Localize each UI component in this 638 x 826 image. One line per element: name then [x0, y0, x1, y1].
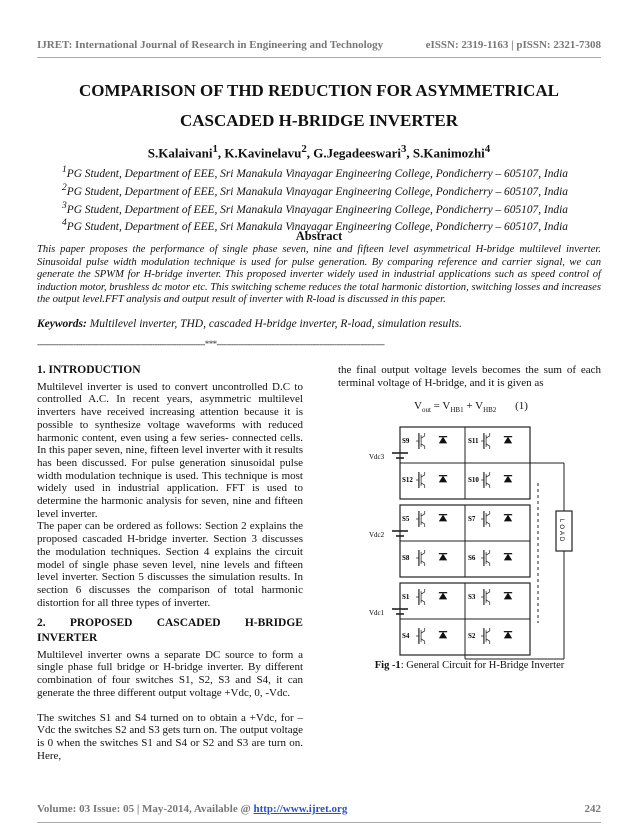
running-header [37, 39, 601, 51]
label-load: LOAD [558, 519, 564, 544]
affiliation-sup: 1 [62, 165, 67, 175]
label-s5: S5 [402, 515, 410, 523]
label-s4: S4 [402, 632, 410, 640]
author-sup: 3 [400, 143, 407, 155]
label-s6: S6 [468, 554, 476, 562]
heading-word: PROPOSED [69, 617, 133, 630]
heading-word: 2. [37, 617, 46, 630]
eq-symbol: V [414, 400, 422, 412]
affiliation-sup: 2 [62, 182, 67, 193]
keywords-text: Multilevel inverter, THD, cascaded H-bridge inverter, R-load, simulation results. [86, 318, 463, 330]
abstract-text: This paper proposes the performance of single phase seven, nine and fifteen level asymmetrical H-bridge multilevel inverter. Sinusoidal pulse width modulation technique is used for pulse generation. By comparing reference and carrier signal, we can generate the SPWM for H-bridge inverter. This proposed inverter widely used in industrial applications such as speed control of induction motor, brushless dc motor etc. This switching scheme reduces the total harmonic distortion, switching losses and increases the output level.FFT analysis and output result of inverter with R-load is discussed in this paper. [37, 244, 601, 306]
right-column [338, 364, 601, 389]
figure-caption [338, 660, 601, 671]
title-line-2: CASCADED H-BRIDGE INVERTER [179, 111, 459, 130]
eq-operator: = [430, 400, 443, 412]
label-s1: S1 [402, 593, 410, 601]
affiliation-sup: 4 [62, 218, 67, 229]
heading-word: CASCADED [156, 617, 221, 630]
affiliation [62, 199, 582, 217]
abstract-heading: Abstract [295, 229, 343, 243]
affiliation-text: PG Student, Department of EEE, Sri Manakula Vinayagar Engineering College, Pondicherry – 605107, India [66, 221, 568, 234]
label-s3: S3 [468, 593, 476, 601]
affiliations [62, 163, 582, 234]
heading-word: H-BRIDGE [244, 617, 303, 630]
load-wiring [465, 463, 572, 659]
section-2-paragraph: Multilevel inverter owns a separate DC source to form a single phase full bridge or H-bridge inverter. By different combination of four switches S1, S2, S3 and S4, it can generate the three different output voltage +Vdc, 0, -Vdc. [37, 648, 303, 699]
affiliation-sup: 3 [62, 200, 67, 211]
journal-link[interactable]: http://www.ijret.org [253, 803, 348, 815]
author-sup: 2 [301, 143, 307, 155]
author-list: S.Kalaivani$^1$, K.Kavinelavu$^2$, G.Jegadeeswari$^3$, S.Kanimozhi$^4$ [147, 143, 491, 161]
footer-text [37, 803, 347, 815]
author-sup: 4 [484, 143, 491, 155]
label-s9: S9 [402, 437, 410, 445]
affiliation [62, 181, 582, 199]
footer-volume: Volume: 03 Issue: 05 | May-2014, Available @ [37, 803, 254, 815]
section-1-paragraph: Multilevel inverter is used to convert uncontrolled D.C to controlled A.C. In recent years, asymmetric multilevel inverters have received increasing attention because it is possible to synthesize voltage waveforms with reduced harmonic content, even using a few series- connected cells. In this paper seven, nine, fifteen level inverter with it results has been discussed. For pulse generation sinusoidal pulse width modulation technique is used. This technique is most widely used in industrial application. FFT is used to determine the harmonic analysis for seven, nine and fifteen level inverter. [37, 380, 303, 520]
label-vdc2: Vdc2 [369, 531, 385, 539]
author: S.Kanimozhi [412, 145, 485, 161]
author: K.Kavinelavu [224, 145, 302, 161]
affiliation-text: PG Student, Department of EEE, Sri Manakula Vinayagar Engineering College, Pondicherry – 605107, India [66, 185, 568, 198]
affiliation [62, 163, 582, 181]
author-sup: 1 [212, 143, 218, 155]
eq-subscript: out [421, 406, 431, 415]
section-2-heading-line2: INVERTER [37, 632, 98, 645]
eq-subscript: HB2 [483, 406, 497, 415]
label-s7: S7 [468, 515, 476, 523]
figure-number: Fig -1 [374, 660, 401, 671]
footer-rule [37, 822, 601, 823]
left-column [37, 364, 303, 762]
section-2-paragraph: The switches S1 and S4 turned on to obtain a +Vdc, for –Vdc the switches S2 and S3 gets turn on. The output voltage is 0 when the switches S1 and S4 or S2 and S3 are turn on. Here, [37, 711, 303, 762]
eq-symbol: V [442, 400, 451, 412]
eq-operator: + [463, 400, 476, 412]
journal-name: IJRET: International Journal of Research in Engineering and Technology [37, 39, 384, 51]
affiliation-text: PG Student, Department of EEE, Sri Manakula Vinayagar Engineering College, Pondicherry – 605107, India [66, 167, 568, 180]
equation-number: (1) [515, 400, 528, 412]
figure-caption-text: : General Circuit for H-Bridge Inverter [400, 660, 565, 671]
affiliation-text: PG Student, Department of EEE, Sri Manakula Vinayagar Engineering College, Pondicherry – 605107, India [66, 203, 568, 216]
title-line-1: COMPARISON OF THD REDUCTION FOR ASYMMETRICAL [79, 81, 559, 100]
section-1-paragraph: The paper can be ordered as follows: Section 2 explains the proposed cascaded H-bridge inverter. Section 3 discusses the modulation techniques. Section 4 explains the circuit model of single phase seven level, nine levels and fifteen level inverter. Section 5 discusses the simulation results. In section 6 discusses the comparison of total harmonic distortion for all three types of inverter. [37, 520, 303, 609]
running-footer [37, 803, 601, 815]
label-s10: S10 [468, 476, 479, 484]
equation-1 [414, 400, 528, 414]
eq-symbol: V [475, 400, 484, 412]
section-2-heading [37, 617, 303, 630]
keywords [37, 318, 601, 330]
circuit-diagram [368, 423, 580, 661]
section-1-heading: 1. INTRODUCTION [37, 364, 141, 376]
label-s12: S12 [402, 476, 413, 484]
issn: eISSN: 2319-1163 | pISSN: 2321-7308 [425, 39, 601, 51]
label-vdc3: Vdc3 [369, 453, 385, 461]
eq-subscript: HB1 [450, 406, 464, 415]
label-s2: S2 [468, 632, 476, 640]
h-bridge-cell-3 [400, 427, 530, 499]
author: S.Kalaivani [147, 145, 213, 161]
paper-title [37, 76, 601, 136]
header-rule [37, 57, 601, 58]
label-vdc1: Vdc1 [369, 609, 385, 617]
author: G.Jegadeeswari [313, 145, 401, 161]
right-paragraph: the final output voltage levels becomes the sum of each terminal voltage of H-bridge, and it is given as [338, 364, 601, 389]
section-separator: ----------------------------------------------------------------------***---------------------------------------------------------------------- [37, 339, 385, 349]
label-s11: S11 [468, 437, 479, 445]
label-s8: S8 [402, 554, 410, 562]
page-number: 242 [584, 803, 601, 815]
h-bridge-cell-2 [400, 505, 530, 577]
keywords-label: Keywords: [37, 318, 87, 330]
